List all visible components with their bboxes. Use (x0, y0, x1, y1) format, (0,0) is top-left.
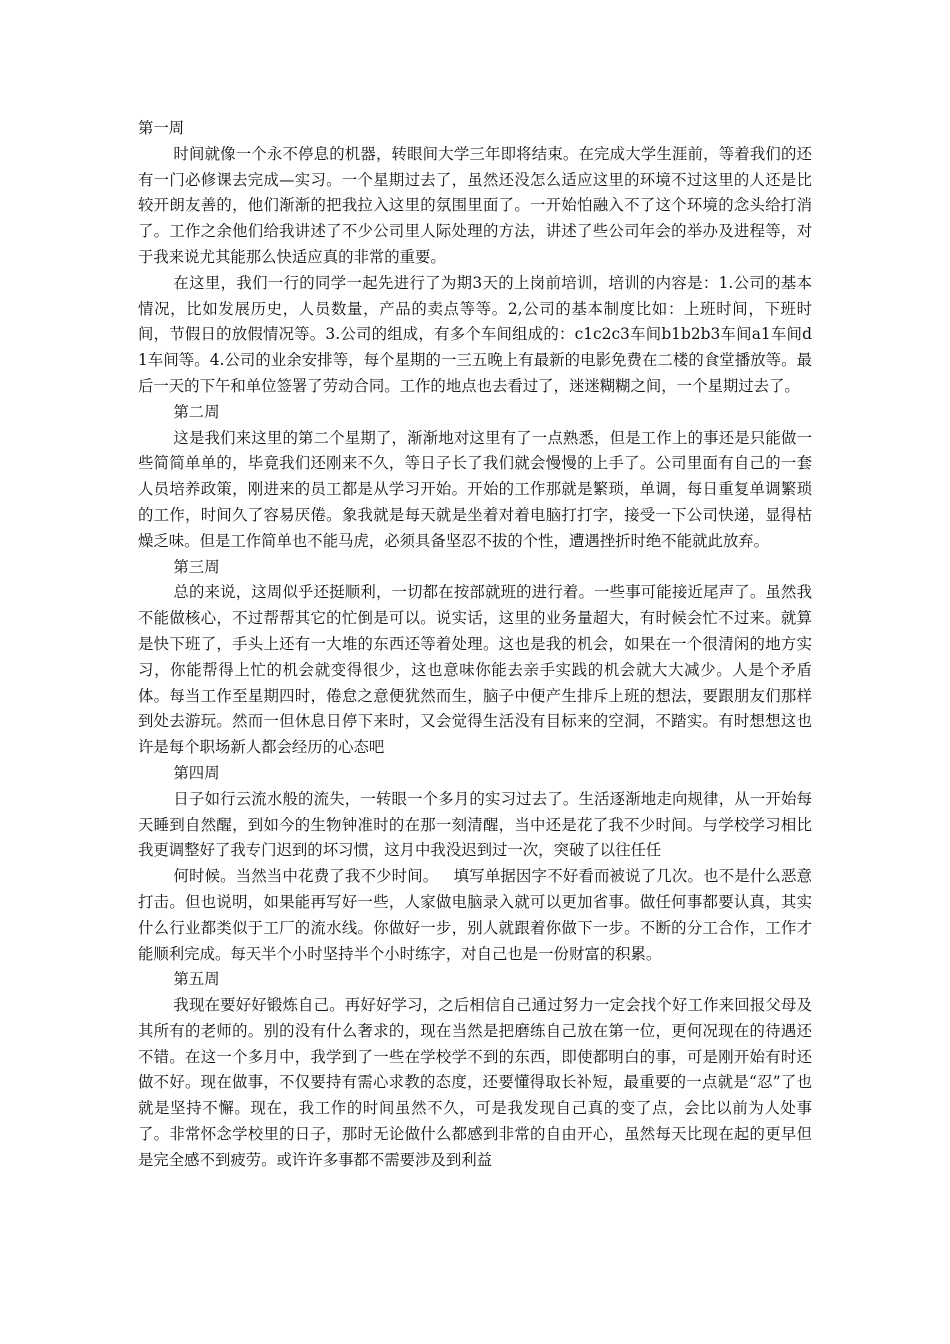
paragraph-fragment (138, 864, 812, 967)
section-heading-week-2: 第二周 (173, 402, 220, 421)
paragraph: 我现在要好好锻炼自己。再好好学习，之后相信自己通过努力一定会找个好工作来回报父母及其所有的老师的。别的没有什么奢求的，现在当然是把磨练自己放在第一位，更何况现在的待遇还不错。在这一个多月中，我学到了一些在学校学不到的东西，即使都明白的事，可是刚开始有时还做不好。现在做事，不仅要持有需心求教的态度，还要懂得取长补短，最重要的一点就是“忍”了也就是坚持不懈。现在，我工作的时间虽然不久，可是我发现自己真的变了点，会比以前为人处事了。非常怀念学校里的日子，那时无论做什么都感到非常的自由开心，虽然每天比现在起的更早但是完全感不到疲劳。或许许多事都不需要涉及到利益 (138, 996, 812, 1169)
paragraph-continuation: 填写单据因字不好看而被说了几次。也不是什么恶意打击。但也说明，如果能再写好一些，人家做电脑录入就可以更加省事。做任何事都要认真，其实什么行业都类似于工厂的流水线。你做好一步，别人就跟着你做下一步。不断的分工合作，工作才能顺利完成。每天半个小时坚持半个小时练字，对自己也是一份财富的积累。 (138, 867, 812, 963)
paragraph: 日子如行云流水般的流失，一转眼一个多月的实习过去了。生活逐渐地走向规律，从一开始每天睡到自然醒，到如今的生物钟准时的在那一刻清醒，当中还是花了我不少时间。与学校学习相比我更调整好了我专门迟到的坏习惯，这月中我没迟到过一次，突破了以往任任 (138, 789, 812, 860)
paragraph: 时间就像一个永不停息的机器，转眼间大学三年即将结束。在完成大学生涯前，等着我们的还有一门必修课去完成—实习。一个星期过去了，虽然还没怎么适应这里的环境不过这里的人还是比较开朗友善的，他们渐渐的把我拉入这里的氛围里面了。一开始怕融入不了这个环境的念头给打消了。工作之余他们给我讲述了不少公司里人际处理的方法，讲述了些公司年会的举办及进程等，对于我来说尤其能那么快适应真的非常的重要。 (138, 144, 812, 266)
document-page (138, 116, 812, 1174)
paragraph: 在这里，我们一行的同学一起先进行了为期3天的上岗前培训，培训的内容是：1.公司的基本情况，比如发展历史，人员数量，产品的卖点等等。2,公司的基本制度比如：上班时间，下班时间，节假日的放假情况等。3.公司的组成，有多个车间组成的：c1c2c3车间b1b2b3车间a1车间d1车间等。4.公司的业余安排等，每个星期的一三五晚上有最新的电影免费在二楼的食堂播放等。最后一天的下午和单位签署了劳动合同。工作的地点也去看过了，迷迷糊糊之间，一个星期过去了。 (138, 273, 812, 395)
paragraph-fragment-text: 何时候。当然当中花费了我不少时间。 (173, 867, 439, 886)
section-heading-week-5: 第五周 (173, 970, 220, 989)
section-heading-week-1: 第一周 (138, 119, 185, 137)
paragraph: 这是我们来这里的第二个星期了，渐渐地对这里有了一点熟悉，但是工作上的事还是只能做一些简简单单的，毕竟我们还刚来不久，等日子长了我们就会慢慢的上手了。公司里面有自己的一套人员培养政策，刚进来的员工都是从学习开始。开始的工作那就是繁琐，单调，每日重复单调繁琐的工作，时间久了容易厌倦。象我就是每天就是坐着对着电脑打打字，接受一下公司快递，显得枯燥乏味。但是工作简单也不能马虎，必须具备坚忍不拔的个性，遭遇挫折时绝不能就此放弃。 (138, 428, 812, 550)
section-heading-week-4: 第四周 (173, 763, 220, 782)
section-heading-week-3: 第三周 (173, 557, 220, 576)
paragraph: 总的来说，这周似乎还挺顺利，一切都在按部就班的进行着。一些事可能接近尾声了。虽然我不能做核心，不过帮帮其它的忙倒是可以。说实话，这里的业务量超大，有时候会忙不过来。就算是快下班了，手头上还有一大堆的东西还等着处理。这也是我的机会，如果在一个很清闲的地方实习，你能帮得上忙的机会就变得很少，这也意味你能去亲手实践的机会就大大减少。人是个矛盾体。每当工作至星期四时，倦怠之意便犹然而生，脑子中便产生排斥上班的想法，要跟朋友们那样到处去游玩。然而一但休息日停下来时，又会觉得生活没有目标来的空洞，不踏实。有时想想这也许是每个职场新人都会经历的心态吧 (138, 583, 812, 757)
